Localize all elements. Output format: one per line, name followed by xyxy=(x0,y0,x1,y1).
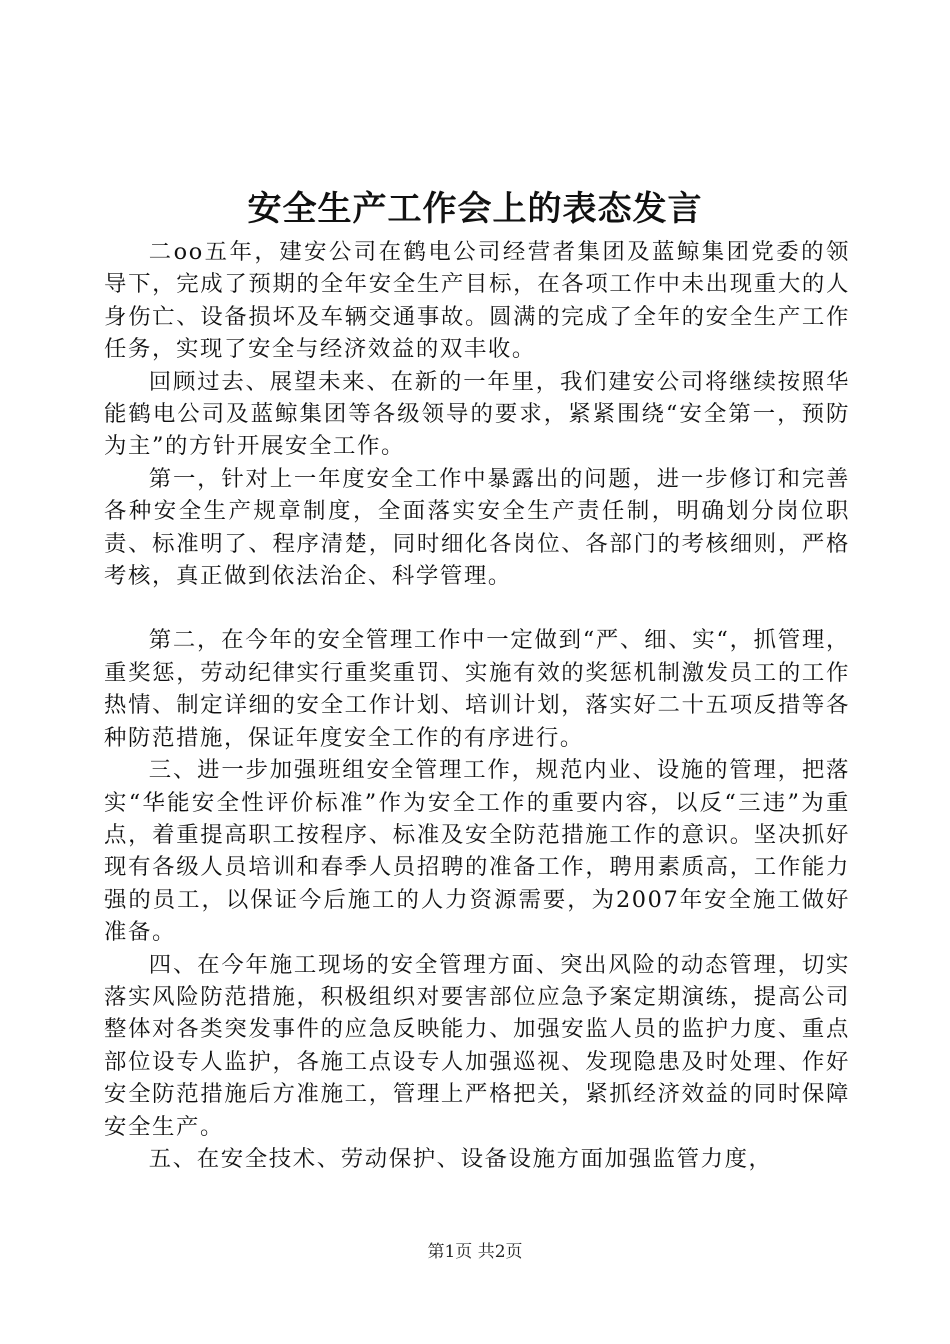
paragraph-intro: 二oo五年，建安公司在鹤电公司经营者集团及蓝鲸集团党委的领导下，完成了预期的全年安全生产目标，在各项工作中未出现重大的人身伤亡、设备损坏及车辆交通事故。圆满的完成了全年的安全生产工作任务，实现了安全与经济效益的双丰收。 xyxy=(104,239,850,363)
paragraph-fifth: 五、在安全技术、劳动保护、设备设施方面加强监管力度， xyxy=(148,1145,773,1172)
paragraph-third: 三、进一步加强班组安全管理工作，规范内业、设施的管理，把落实“华能安全性评价标准”作为安全工作的重要内容，以反“三违”为重点，着重提高职工按程序、标准及安全防范措施工作的意识。坚决抓好现有各级人员培训和春季人员招聘的准备工作，聘用素质高，工作能力强的员工，以保证今后施工的人力资源需要，为2007年安全施工做好准备。 xyxy=(104,757,850,946)
paragraph-fourth: 四、在今年施工现场的安全管理方面、突出风险的动态管理，切实落实风险防范措施，积极组织对要害部位应急予案定期演练，提高公司整体对各类突发事件的应急反映能力、加强安监人员的监护力度、重点部位设专人监护，各施工点设专人加强巡视、发现隐患及时处理、作好安全防范措施后方准施工，管理上严格把关，紧抓经济效益的同时保障安全生产。 xyxy=(104,951,850,1140)
paragraph-first: 第一，针对上一年度安全工作中暴露出的问题，进一步修订和完善各种安全生产规章制度，全面落实安全生产责任制，明确划分岗位职责、标准明了、程序清楚，同时细化各岗位、各部门的考核细则，严格考核，真正做到依法治企、科学管理。 xyxy=(104,465,850,590)
document-title: 安全生产工作会上的表态发言 xyxy=(247,189,703,229)
page-number-footer: 第1页 共2页 xyxy=(427,1242,523,1262)
document-body xyxy=(104,236,850,1175)
paragraph-review: 回顾过去、展望未来、在新的一年里，我们建安公司将继续按照华能鹤电公司及蓝鲸集团等各级领导的要求，紧紧围绕“安全第一，预防为主”的方针开展安全工作。 xyxy=(104,368,850,460)
paragraph-second: 第二，在今年的安全管理工作中一定做到“严、细、实“，抓管理，重奖惩，劳动纪律实行重奖重罚、实施有效的奖惩机制激发员工的工作热情、制定详细的安全工作计划、培训计划，落实好二十五项反措等各种防范措施，保证年度安全工作的有序进行。 xyxy=(104,627,850,751)
